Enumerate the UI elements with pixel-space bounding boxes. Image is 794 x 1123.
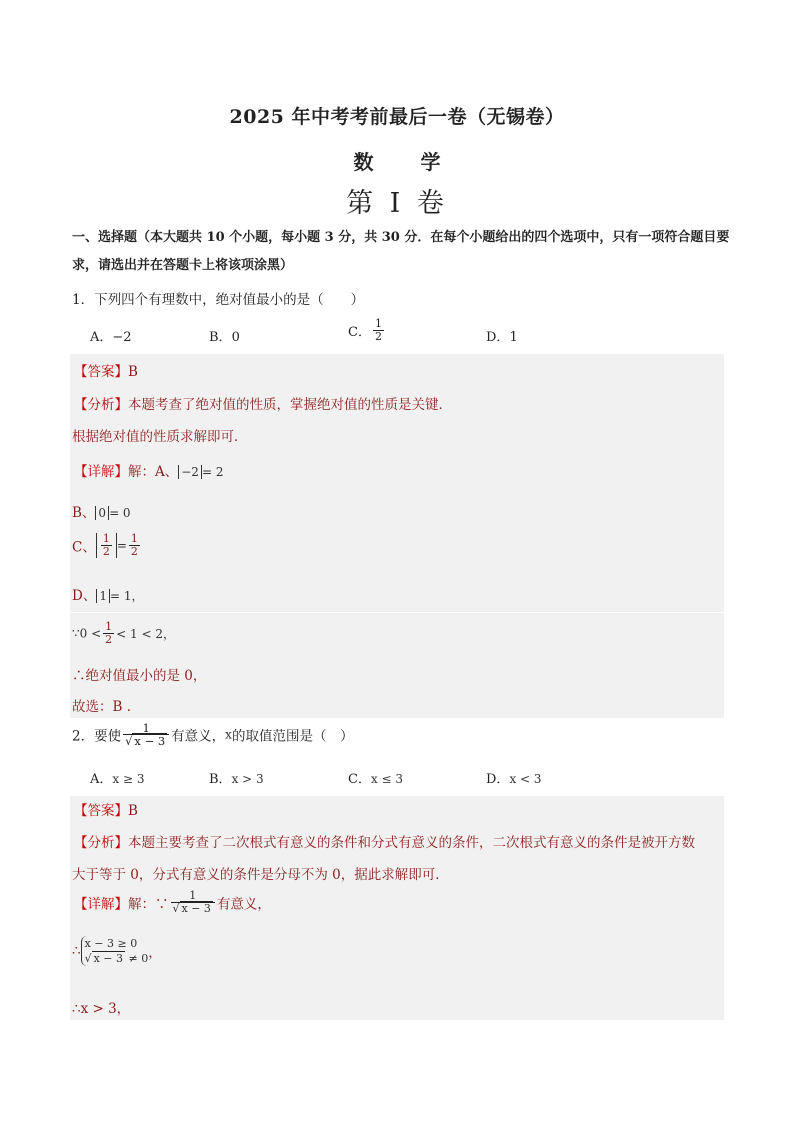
exam-title: 2025 年中考考前最后一卷（无锡卷） <box>229 106 565 128</box>
analysis-text: 本题主要考查了二次根式有意义的条件和分式有意义的条件，二次根式有意义的条件是被开方数 <box>128 835 695 851</box>
q1-line-c <box>72 533 142 558</box>
option-value: x < 3 <box>509 772 542 786</box>
equation-system <box>81 936 149 966</box>
line-prefix: C、 <box>72 539 96 556</box>
q2-option-c <box>348 768 403 787</box>
q1-choose: 故选：B ． <box>72 699 141 715</box>
radicand: x − 3 <box>181 902 211 915</box>
fraction <box>123 722 169 747</box>
q1-line-b <box>72 501 131 521</box>
numerator: 1 <box>130 532 138 545</box>
q1-because <box>72 621 175 646</box>
denominator: √ x − 3 <box>172 902 211 915</box>
answer-value: B <box>128 803 138 819</box>
fraction <box>373 318 384 343</box>
option-value: −2 <box>112 330 132 345</box>
numerator: 1 <box>123 722 169 735</box>
q1-answer <box>74 360 138 380</box>
option-value: x ≤ 3 <box>370 772 404 786</box>
answer-tag: 【答案】 <box>74 364 128 380</box>
part-title: 第 I 卷 <box>346 188 448 219</box>
detail-tag: 【详解】 <box>74 464 128 480</box>
q1-analysis-line2: 根据绝对值的性质求解即可． <box>72 429 248 445</box>
q2-detail <box>74 890 271 915</box>
divider <box>70 612 724 613</box>
stem-text: 有意义， <box>171 728 226 745</box>
result: = 0 <box>109 506 131 520</box>
q2-answer <box>74 799 138 819</box>
q2-analysis <box>74 831 695 851</box>
option-value: 1 <box>509 330 518 345</box>
denominator: 2 <box>130 545 138 558</box>
q2-option-d <box>486 768 542 787</box>
option-value: 0 <box>231 330 240 345</box>
detail-tag: 【详解】 <box>74 896 128 913</box>
detail-prefix: 解：∵ <box>128 896 169 913</box>
q2-final: ∴x > 3， <box>72 1001 131 1017</box>
result: = 1， <box>109 589 144 603</box>
abs-expression: 1 <box>96 589 110 603</box>
result: = 2 <box>201 465 224 479</box>
abs-expression: 0 <box>95 506 109 520</box>
q1-analysis <box>74 393 452 413</box>
section-instruction: 一、选择题（本大题共 10 个小题，每小题 3 分，共 30 分．在每个小题给出的四个选项中，只有一项符合题目要求，请选出并在答题卡上将该项涂黑） <box>72 230 730 273</box>
inequality-left: ∵0 < <box>72 626 102 641</box>
option-label: D． <box>486 330 510 345</box>
system-line: √ x − 3 ≠ 0 <box>84 952 149 965</box>
stem-text: 的取值范围是（ ） <box>231 728 354 745</box>
fraction <box>129 533 140 558</box>
denominator: 2 <box>374 330 382 343</box>
option-label: A． <box>90 772 113 787</box>
abs-expression: −2 <box>178 465 202 479</box>
q2-option-a <box>90 768 144 787</box>
detail-suffix: 有意义， <box>216 896 271 913</box>
system-relation: ≠ 0 <box>128 952 149 965</box>
numerator: 1 <box>102 532 110 545</box>
q2-system <box>72 936 162 966</box>
q1-option-b <box>209 326 240 345</box>
fraction <box>103 621 114 646</box>
analysis-tag: 【分析】 <box>74 397 128 413</box>
option-value: x > 3 <box>231 772 264 786</box>
denominator: 2 <box>102 545 110 558</box>
denominator: 2 <box>105 633 113 646</box>
q2-option-b <box>209 768 264 787</box>
subject-title: 数 学 <box>353 150 461 174</box>
line-prefix: D、 <box>72 588 97 604</box>
option-label: B． <box>209 330 232 345</box>
inequality-right: < 1 < 2， <box>116 627 175 641</box>
q1-detail <box>74 460 223 480</box>
analysis-text: 本题考查了绝对值的性质，掌握绝对值的性质是关键． <box>128 397 452 413</box>
q1-therefore: ∴绝对值最小的是 0， <box>72 668 207 684</box>
option-label: D． <box>486 772 510 787</box>
option-label: C． <box>348 325 371 340</box>
therefore-symbol: ∴ <box>72 943 81 959</box>
abs-expression <box>96 533 117 558</box>
numerator: 1 <box>374 317 382 330</box>
option-label: A． <box>90 330 113 345</box>
option-label: C． <box>348 772 371 787</box>
q1-stem: 1．下列四个有理数中，绝对值最小的是（ ） <box>72 292 365 308</box>
detail-prefix: 解：A、 <box>128 464 179 480</box>
q1-option-d <box>486 326 518 345</box>
radicand: x − 3 <box>93 952 124 965</box>
numerator: 1 <box>171 890 215 903</box>
q1-line-d <box>72 584 143 604</box>
fraction <box>171 890 215 915</box>
q1-option-c <box>348 318 386 343</box>
q2-stem <box>72 722 353 747</box>
system-suffix: ， <box>148 945 162 961</box>
option-label: B． <box>209 772 232 787</box>
equals: = <box>116 538 127 553</box>
system-line: x − 3 ≥ 0 <box>84 937 138 950</box>
q1-option-a <box>90 326 132 345</box>
radicand: x − 3 <box>134 734 166 748</box>
variable: x <box>225 727 232 742</box>
option-value: x ≥ 3 <box>112 772 145 786</box>
answer-value: B <box>128 364 138 380</box>
line-prefix: B、 <box>72 505 96 521</box>
q2-analysis-line2: 大于等于 0，分式有意义的条件是分母不为 0，据此求解即可． <box>72 867 449 883</box>
analysis-tag: 【分析】 <box>74 835 128 851</box>
fraction <box>101 533 112 558</box>
stem-text: 2．要使 <box>72 728 122 745</box>
denominator: √ x − 3 <box>125 734 166 748</box>
answer-tag: 【答案】 <box>74 803 128 819</box>
numerator: 1 <box>105 620 113 633</box>
